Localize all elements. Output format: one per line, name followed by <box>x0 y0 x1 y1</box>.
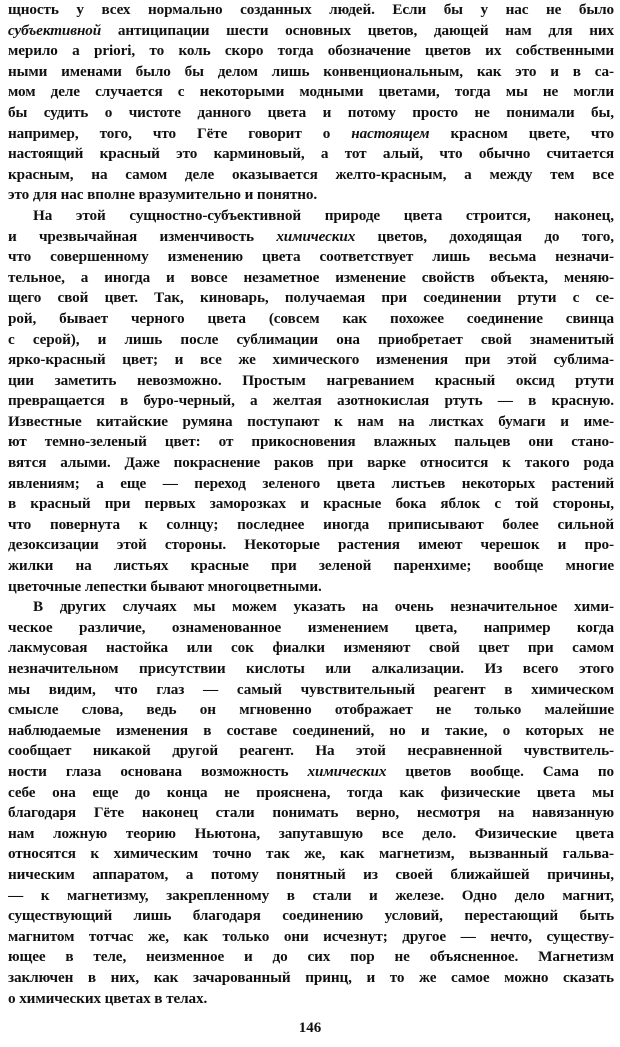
italic-emphasis: настоящем <box>351 124 430 142</box>
text-line: рой, бывает черного цвета (совсем как похожее соединение свинца <box>8 309 614 327</box>
text-line: ярко-красный цвет; и все же химического изменения при этой сублима- <box>8 351 614 369</box>
text-line: с серой), и лишь после сублимации она приобретает свой знаменитый <box>8 330 614 348</box>
text-line: благодаря Гёте наконец стали понимать верно, несмотря на навязанную <box>8 804 614 822</box>
text-line: В других случаях мы можем указать на очень незначительное хими- <box>33 598 614 616</box>
text-line: что повернута к солнцу; последнее иногда приписывают более сильной <box>8 515 614 533</box>
text-line: ческое различие, ознаменованное изменением цвета, например когда <box>8 618 614 636</box>
text-line: ническим аппаратом, а потому понятный из своей ближайшей причины, <box>8 865 614 883</box>
text-line: ности глаза основана возможность химических цветов вообще. Сама по <box>8 762 614 780</box>
text-line: ными именами было бы делом лишь конвенциональным, как это и в са- <box>8 62 614 80</box>
text-line: что совершенному изменению цвета соответствует лишь весьма незначи- <box>8 248 614 266</box>
text-line: о химических цветах в телах. <box>8 989 208 1007</box>
text-line: лакмусовая настойка или сок фиалки изменяют свой цвет при самом <box>8 639 614 657</box>
text-line: в красный при первых заморозках и красные бока яблок с той стороны, <box>8 495 614 513</box>
text-line: тельное, а иногда и вовсе незаметное изменение свойств объекта, меняю- <box>8 268 614 286</box>
text-line: щего свой цвет. Так, киноварь, получаемая при соединении ртути с се- <box>8 289 614 307</box>
text-line: ющее в теле, неизменное и до сих пор не объясненное. Магнетизм <box>8 948 614 966</box>
text-line: настоящий красный это карминовый, а тот алый, что обычно считается <box>8 145 614 163</box>
text-line: мерило a priori, то коль скоро тогда обозначение цветов их собственными <box>8 42 614 60</box>
page-text-body <box>8 0 614 1009</box>
text-line: — к магнетизму, закрепленному в стали и железе. Одно дело магнит, <box>8 886 614 904</box>
text-line: мы видим, что глаз — самый чувствительный реагент в химическом <box>8 680 614 698</box>
text-line: наблюдаемые изменения в составе соединений, но и такие, о которых не <box>8 721 614 739</box>
text-line: явлениям; а еще — переход зеленого цвета листьев некоторых растений <box>8 474 614 492</box>
text-line: относятся к химическим точно так же, как магнетизм, вызванный гальва- <box>8 845 614 863</box>
text-line: и чрезвычайная изменчивость химических цветов, доходящая до того, <box>8 227 614 245</box>
text-line: магнитом тотчас же, как только они исчезнут; другое — нечто, существу- <box>8 927 614 945</box>
text-line: На этой сущностно-субъективной природе цвета строится, наконец, <box>33 206 614 224</box>
text-line: себе она еще до конца не прояснена, тогда как физические цвета мы <box>8 783 614 801</box>
text-line: превращается в буро-черный, а желтая азотнокислая ртуть — в красную. <box>8 392 614 410</box>
paragraph <box>8 0 614 206</box>
italic-emphasis: химических <box>307 762 387 780</box>
text-line: вятся алыми. Даже покраснение раков при варке относится к такого рода <box>8 454 614 472</box>
text-line: незначительном присутствии кислоты или алкализации. Из всего этого <box>8 660 614 677</box>
text-line: Известные китайские румяна поступают к нам на листках бумаги и име- <box>8 412 614 430</box>
paragraph <box>8 206 614 597</box>
text-line: заключен в них, как зачарованный принц, и то же самое можно сказать <box>8 968 614 986</box>
text-line: красным, на самом деле оказывается желто-красным, а между тем все <box>8 165 614 183</box>
italic-emphasis: субъективной <box>8 21 102 39</box>
book-page <box>8 0 614 1047</box>
italic-emphasis: химических <box>276 227 356 245</box>
text-line: существующий лишь благодаря соединению условий, перестающий быть <box>8 907 614 925</box>
text-line: это для нас вполне вразумительно и понятно. <box>8 186 318 204</box>
text-line: ции заметить невозможно. Простым нагреванием красный оксид ртути <box>8 371 614 389</box>
text-line: мом деле случается с некоторыми модными цветами, тогда мы не могли <box>8 83 614 101</box>
page-number: 146 <box>298 1020 322 1036</box>
text-line: сообщает никакой другой реагент. На этой несравненной чувствитель- <box>8 742 614 760</box>
text-line: например, того, что Гёте говорит о настоящем красном цвете, что <box>8 124 614 142</box>
text-line: нам ложную теорию Ньютона, запутавшую все дело. Физические цвета <box>8 824 614 842</box>
text-line: дезоксизации этой стороны. Некоторые растения имеют черешок и про- <box>8 536 614 554</box>
text-line: субъективной антиципации шести основных цветов, дающей нам для них <box>8 21 614 39</box>
text-line: ют темно-зеленый цвет: от прикосновения влажных пальцев они стано- <box>8 433 614 451</box>
text-line: щность у всех нормально созданных людей. Если бы у нас не было <box>8 1 614 18</box>
text-line: бы судить о чистоте данного цвета и потому просто не понимали бы, <box>8 103 614 121</box>
text-line: жилки на листьях красные при зеленой паренхиме; вообще многие <box>8 557 614 575</box>
text-line: цветочные лепестки бывают многоцветными. <box>8 577 322 595</box>
text-line: смысле слова, ведь он мгновенно отображает не только малейшие <box>8 701 614 719</box>
paragraph <box>8 597 614 1009</box>
